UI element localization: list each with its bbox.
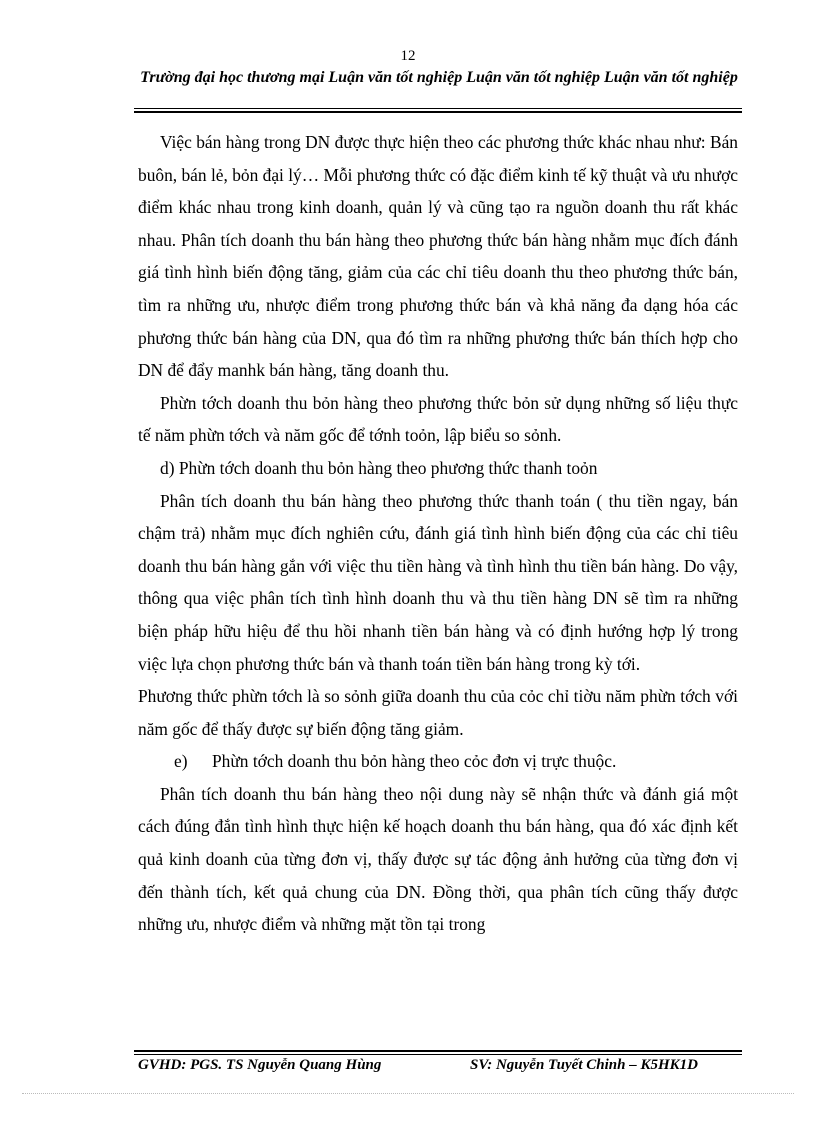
footer-supervisor: GVHD: PGS. TS Nguyễn Quang Hùng: [138, 1057, 382, 1073]
document-body: [138, 126, 738, 941]
header-rule-thick: [134, 111, 742, 113]
paragraph-sales-methods: Việc bán hàng trong DN được thực hiện theo các phương thức khác nhau như: Bán buôn, bán lẻ, bỏn đại lý… Mỗi phương thức có đặc điểm kinh tế kỹ thuật và ưu nhược điểm khác nhau trong kinh doanh, quản lý và cũng tạo ra nguồn doanh thu rất khác nhau. Phân tích doanh thu bán hàng theo phương thức bán hàng nhằm mục đích đánh giá tình hình biến động tăng, giảm của các chỉ tiêu doanh thu theo phương thức bán, tìm ra những ưu, nhược điểm trong phương thức bán và khả năng đa dạng hóa các phương thức bán hàng của DN, qua đó tìm ra những phương thức bán thích hợp cho DN để đẩy manhk bán hàng, tăng doanh thu.: [138, 132, 738, 381]
paragraph-units: Phân tích doanh thu bán hàng theo nội dung này sẽ nhận thức và đánh giá một cách đúng đắn tình hình thực hiện kế hoạch doanh thu bán hàng, qua đó xác định kết quả kinh doanh của từng đơn vị, thấy được sự tác động ảnh hưởng của từng đơn vị đến thành tích, kết quả chung của DN. Đồng thời, qua phân tích cũng thấy được những ưu, nhược điểm và những mặt tồn tại trong: [138, 783, 738, 935]
subheading-d: d) Phừn tớch doanh thu bỏn hàng theo phương thức thanh toỏn: [160, 457, 598, 478]
page-bottom-border: [22, 1093, 794, 1094]
subheading-e: [138, 745, 738, 778]
subheading-e-text: Phừn tớch doanh thu bỏn hàng theo cỏc đơn vị trực thuộc.: [212, 751, 617, 772]
footer-student: SV: Nguyễn Tuyết Chinh – K5HK1D: [470, 1057, 698, 1073]
footer-rule-thin: [134, 1054, 742, 1055]
subheading-e-marker: e): [174, 751, 188, 772]
page-number: 12: [400, 48, 416, 64]
paragraph-payment-method: Phân tích doanh thu bán hàng theo phương thức thanh toán ( thu tiền ngay, bán chậm trả) nhằm mục đích nghiên cứu, đánh giá tình hình biến động của các chỉ tiêu doanh thu bán hàng gắn với việc thu tiền hàng và tình hình thu tiền bán hàng. Do vậy, thông qua việc phân tích tình hình doanh thu và thu tiền hàng DN sẽ tìm ra những biện pháp hữu hiệu để thu hồi nhanh tiền bán hàng và có định hướng hợp lý trong việc lựa chọn phương thức bán và thanh toán tiền bán hàng trong kỳ tới.: [138, 490, 738, 674]
paragraph-comparison: Phương thức phừn tớch là so sỏnh giữa doanh thu của cỏc chỉ tiờu năm phừn tớch với năm gốc để thấy được sự biến động tăng giảm.: [138, 686, 738, 739]
footer-rule-thick: [134, 1050, 742, 1052]
header-rule-thin: [134, 108, 742, 109]
paragraph-method-data: Phừn tớch doanh thu bỏn hàng theo phương thức bỏn sử dụng những số liệu thực tế năm phừn tớch và năm gốc để tớnh toỏn, lập biểu so sỏnh.: [138, 392, 738, 446]
header-title: Trường đại học thương mại Luận văn tốt nghiệp Luận văn tốt nghiệp Luận văn tốt nghiệp: [140, 69, 738, 86]
